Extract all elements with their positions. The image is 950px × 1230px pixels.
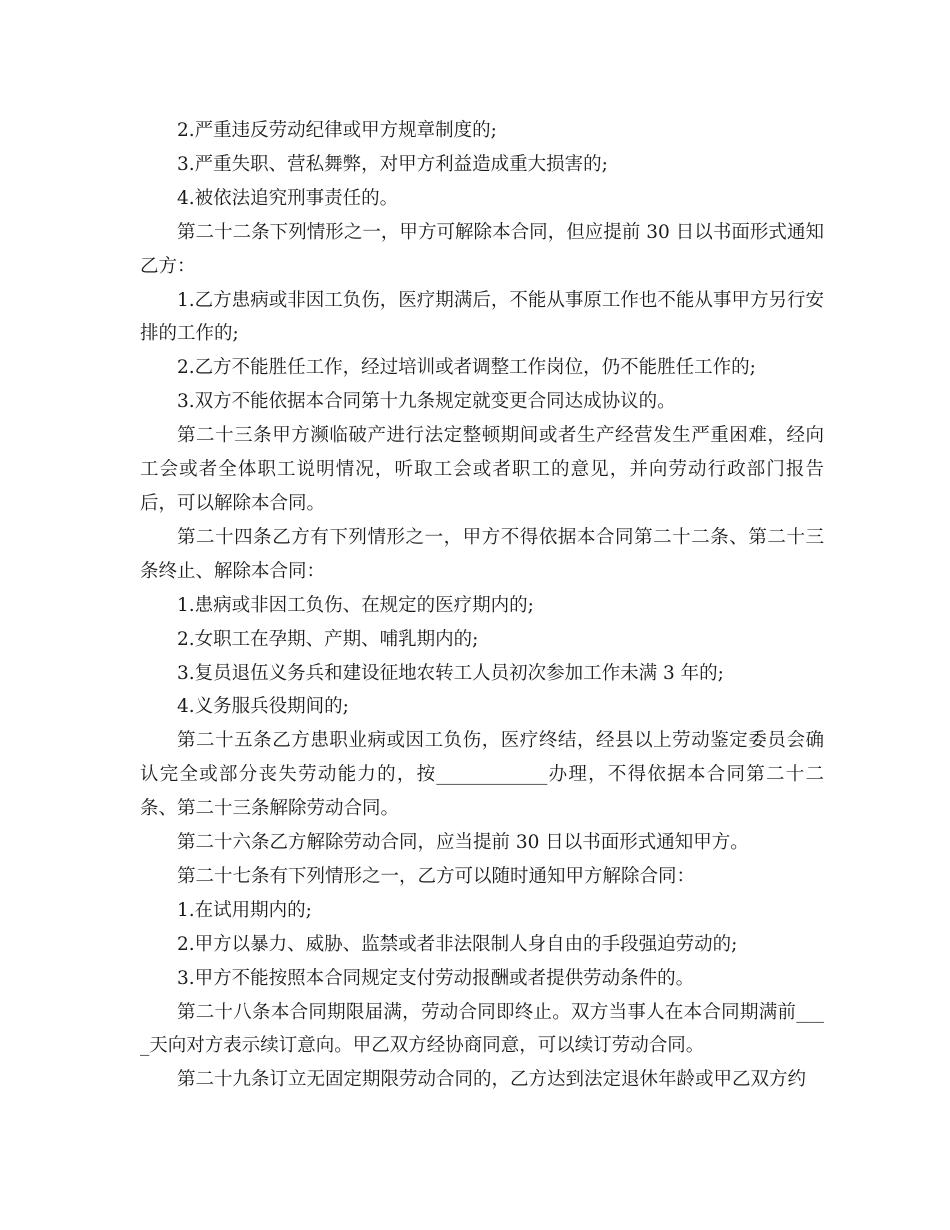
clause-item: 4.被依法追究刑事责任的。 <box>177 187 399 209</box>
clause-item: 3.严重失职、营私舞弊，对甲方利益造成重大损害的; <box>177 153 608 175</box>
article-26: 第二十六条乙方解除劳动合同，应当提前 30 日以书面形式通知甲方。 <box>177 832 749 854</box>
clause-item: 2.女职工在孕期、产期、哺乳期内的; <box>177 628 479 650</box>
clause-item: 3.甲方不能按照本合同规定支付劳动报酬或者提供劳动条件的。 <box>177 967 695 989</box>
clause-item: 2.严重违反劳动纪律或甲方规章制度的; <box>177 120 497 141</box>
clause-item: 1.乙方患病或非因工负伤，医疗期满后，不能从事原工作也不能从事甲方另行安排的工作的; <box>140 289 824 345</box>
clause-item: 1.患病或非因工负伤、在规定的医疗期内的; <box>177 594 534 616</box>
article-24: 第二十四条乙方有下列情形之一，甲方不得依据本合同第二十二条、第二十三条终止、解除本合同： <box>140 526 824 582</box>
article-28: 第二十八条本合同期限届满，劳动合同即终止。双方当事人在本合同期满前____天向对方表示续订意向。甲乙双方经协商同意，可以续订劳动合同。 <box>140 1001 824 1057</box>
clause-item: 3.双方不能依据本合同第十九条规定就变更合同达成协议的。 <box>177 391 676 413</box>
contract-text-body <box>140 114 824 1097</box>
article-27: 第二十七条有下列情形之一，乙方可以随时通知甲方解除合同： <box>177 865 696 887</box>
clause-item: 3.复员退伍义务兵和建设征地农转工人员初次参加工作未满 3 年的; <box>177 662 724 684</box>
article-29: 第二十九条订立无固定期限劳动合同的，乙方达到法定退休年龄或甲乙双方约 <box>177 1069 807 1091</box>
clause-item: 2.甲方以暴力、威胁、监禁或者非法限制人身自由的手段强迫劳动的; <box>177 933 738 955</box>
article-23: 第二十三条甲方濒临破产进行法定整顿期间或者生产经营发生严重困难，经向工会或者全体职工说明情况，听取工会或者职工的意见，并向劳动行政部门报告后，可以解除本合同。 <box>140 425 824 514</box>
clause-item: 1.在试用期内的; <box>177 899 312 921</box>
article-25: 第二十五条乙方患职业病或因工负伤，医疗终结，经县以上劳动鉴定委员会确认完全或部分丧失劳动能力的，按____________办理，不得依据本合同第二十二条、第二十三条解除劳动合同。 <box>140 730 824 820</box>
article-22: 第二十二条下列情形之一，甲方可解除本合同，但应提前 30 日以书面形式通知乙方： <box>140 221 824 277</box>
clause-item: 4.义务服兵役期间的; <box>177 696 349 718</box>
clause-item: 2.乙方不能胜任工作，经过培训或者调整工作岗位，仍不能胜任工作的; <box>177 357 756 379</box>
